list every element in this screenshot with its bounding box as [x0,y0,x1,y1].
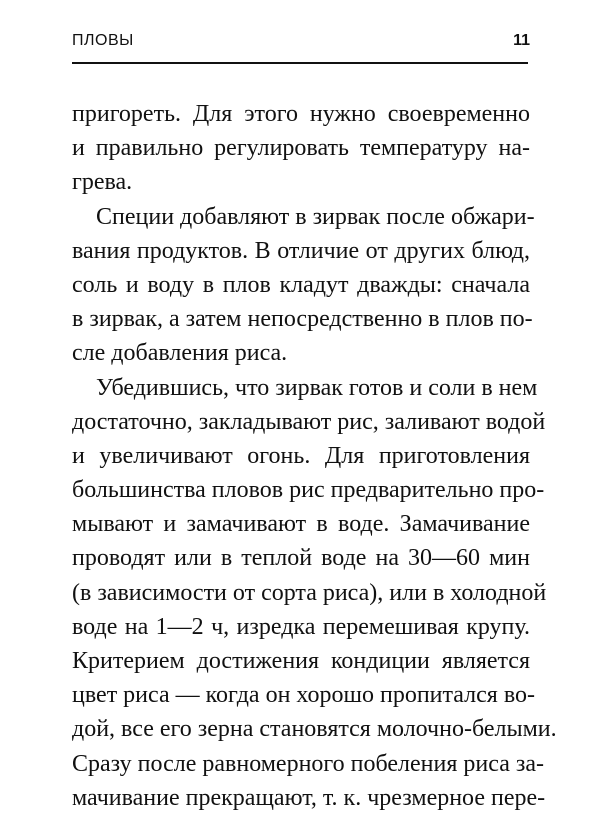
text-line: и правильно регулировать температуру на- [72,135,530,162]
text-line: пригореть. Для этого нужно своевременно [72,101,530,127]
text-line: сле добавления риса. [72,340,288,367]
text-line: воде на 1—2 ч, изредка перемешивая крупу. [72,613,530,640]
paragraph-first-line: Убедившись, что зирвак готов и соли в нем [96,374,538,401]
paragraph-first-line: Специи добавляют в зирвак после обжари- [96,203,535,230]
text-line: проводят или в теплой воде на 30—60 мин [72,545,530,572]
text-line: вания продуктов. В отличие от других блюд, [72,237,530,264]
text-line: цвет риса — когда он хорошо пропитался во- [72,682,535,709]
text-line: (в зависимости от сорта риса), или в холодной [72,579,547,606]
running-head [72,32,530,54]
text-line: большинства пловов рис предварительно про- [72,477,545,504]
section-title: ПЛОВЫ [72,32,134,49]
text-line: Сразу после равномерного побеления риса за- [72,750,544,777]
text-line: соль и воду в плов кладут дважды: сначала [72,271,530,298]
text-line: достаточно, закладывают рис, заливают водой [72,408,546,435]
page-number: 11 [513,32,530,49]
text-line: Критерием достижения кондиции является [72,648,530,674]
text-line: мывают и замачивают в воде. Замачивание [72,511,530,538]
text-line: грева. [72,169,133,196]
text-line: дой, все его зерна становятся молочно-белыми. [72,716,557,743]
text-line: и увеличивают огонь. Для приготовления [72,442,530,469]
body-text [72,97,557,815]
header-rule [72,62,528,64]
text-line: в зирвак, а затем непосредственно в плов по- [72,306,533,333]
text-line: мачивание прекращают, т. к. чрезмерное пере- [72,784,546,811]
